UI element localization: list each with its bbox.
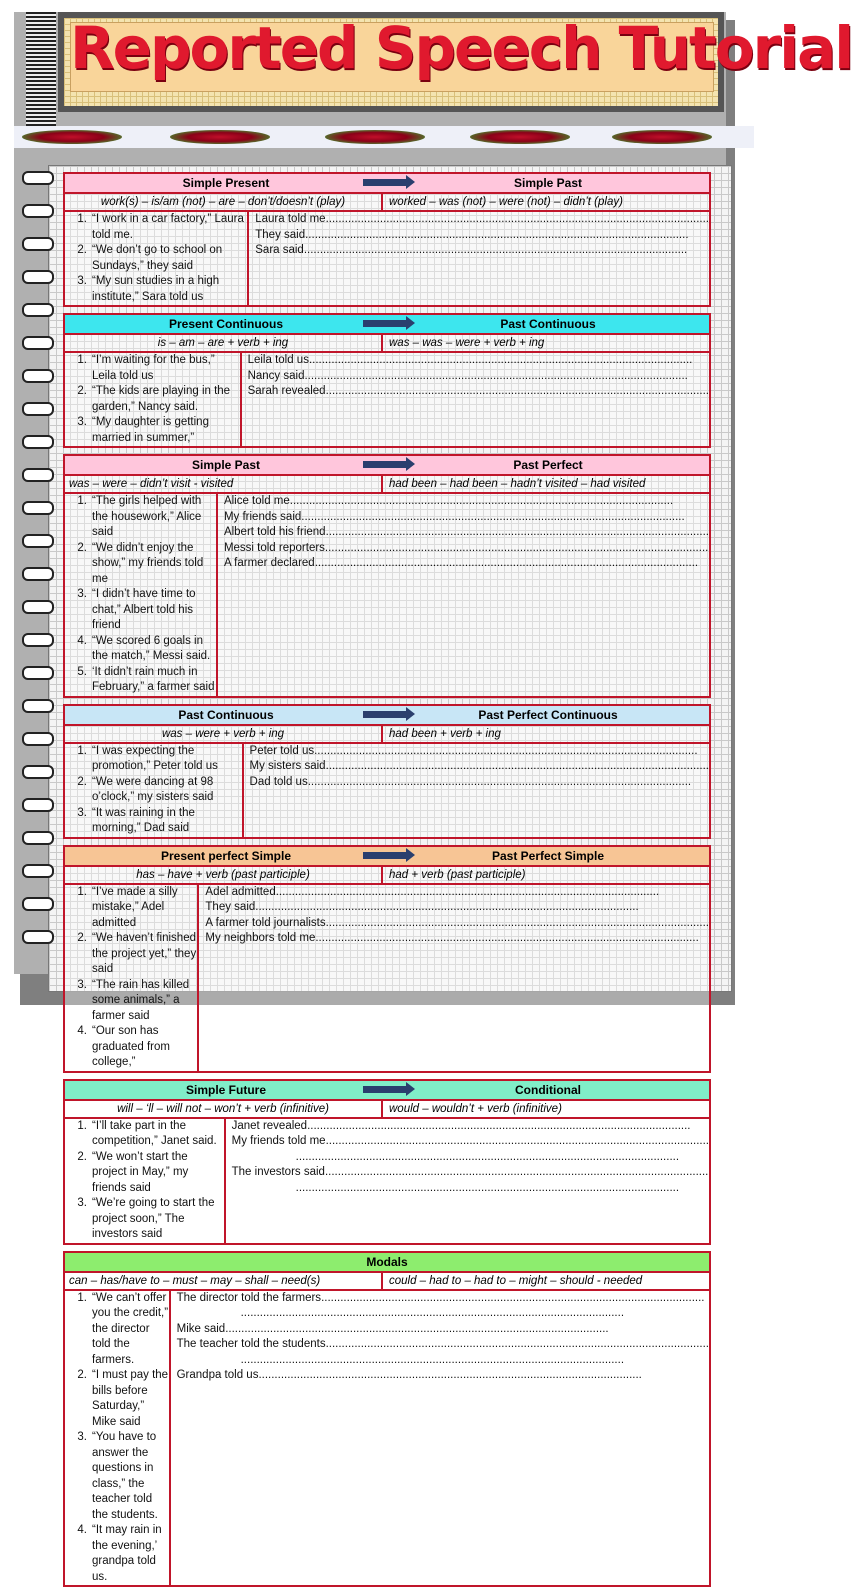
fill-in-dots: ........................................................................................................................ [325,385,709,397]
direct-speech-item [65,353,240,384]
reported-speech-column [218,494,709,696]
direct-speech-item [65,494,216,541]
formula-direct: will – ‘ll – will not – won’t + verb (infinitive) [65,1101,383,1117]
section-rows [65,1119,709,1243]
spiral-coil-top [26,12,56,132]
reported-speech-line[interactable]: Leila told us........................................................................................................................ [247,354,693,366]
ring-icon [22,633,54,647]
reported-speech-line[interactable]: Sara said........................................................................................................................ [255,244,688,256]
ring-icon [22,798,54,812]
reported-speech-column [171,1291,709,1586]
direct-speech-item [65,806,242,837]
formula-reported: could – had to – had to – might – should - needed [389,1274,643,1287]
formula-direct: is – am – are + verb + ing [65,335,383,351]
item-number: 3. [77,416,87,428]
ring-icon [22,501,54,515]
rose-icon [170,130,270,144]
direct-speech-column [65,1119,226,1243]
section-header [65,174,709,194]
direct-speech-item [65,1291,169,1369]
ring-icon [22,468,54,482]
ring-icon [22,765,54,779]
section-header [65,1253,709,1273]
item-number: 4. [77,634,87,647]
ring-icon [22,732,54,746]
item-text: “I must pay the bills before Saturday,” Mike said [92,1369,169,1428]
fill-in-dots: ........................................................................................................................ [240,1307,625,1319]
reported-speech-line[interactable]: They said........................................................................................................................ [205,901,639,913]
fill-in-dots: ........................................................................................................................ [307,1119,691,1132]
formula-direct: work(s) – is/am (not) – are – don’t/doesn’t (play) [65,194,383,210]
ring-icon [22,864,54,878]
section-title-left: Simple Future [185,1082,266,1097]
reported-speech-line[interactable]: My sisters said........................................................................................................................ [249,760,709,772]
ring-icon [22,402,54,416]
item-text: “We haven’t finished the project yet,” they said [92,932,197,975]
item-number: 2. [77,1369,87,1381]
item-text: “You have to answer the questions in class,” the teacher told the students. [92,1431,158,1521]
direct-speech-item [65,1150,224,1197]
section-title-left: Present Continuous [168,317,283,331]
ring-icon [22,369,54,383]
reported-speech-line[interactable] [171,1306,709,1322]
reported-speech-column [249,212,709,305]
ring-icon [22,930,54,944]
formula-reported: was – was – were + verb + ing [389,337,545,349]
item-number: 3. [77,275,87,287]
reported-speech-column [242,353,709,446]
section-title-left: Present perfect Simple [160,848,292,863]
ring-icon [22,237,54,251]
item-number: 5. [77,665,87,678]
direct-speech-item [65,1430,169,1523]
tense-section [63,454,711,698]
fill-in-dots: ........................................................................................................................ [325,1135,709,1147]
section-formula [65,476,709,494]
ring-icon [22,699,54,713]
item-text: “I was expecting the promotion,” Peter told us [92,744,218,772]
fill-in-dots: ........................................................................................................................ [315,932,699,944]
rose-icon [22,130,122,144]
item-number: 1. [77,1291,87,1304]
fill-in-dots: ........................................................................................................................ [308,354,693,366]
section-title-right: Past Perfect Simple [491,848,605,863]
direct-speech-item [65,634,216,665]
page-title: Reported Speech Tutorial [70,14,852,82]
section-formula [65,194,709,212]
ring-icon [22,534,54,548]
item-number: 3. [77,588,87,600]
direct-speech-item [65,744,242,775]
section-formula [65,1273,709,1291]
direct-speech-item [65,1196,224,1243]
reported-speech-line[interactable]: Adel admitted........................................................................................................................ [205,885,660,898]
direct-speech-item [65,384,240,415]
ring-icon [22,303,54,317]
direct-speech-item [65,665,216,696]
tense-section [63,1079,711,1245]
item-number: 4. [77,1524,87,1536]
fill-in-dots: ........................................................................................................................ [275,885,660,898]
rose-icon [612,130,712,144]
section-rows [65,885,709,1071]
reported-speech-column [226,1119,709,1243]
spiral-rings [22,165,52,975]
direct-speech-item [65,775,242,806]
formula-direct: has – have + verb (past participle) [65,867,383,883]
fill-in-dots: ........................................................................................................................ [321,1291,705,1304]
item-text: “The rain has killed some animals,” a farmer said [92,978,190,1022]
item-text: “I didn’t have time to chat,” Albert told his friend [92,588,196,631]
section-formula [65,335,709,353]
rose-icon [325,130,425,144]
arrow-right-icon [363,852,407,859]
fill-in-dots: ........................................................................................................................ [255,901,639,913]
direct-speech-item [65,1119,224,1150]
reported-speech-line[interactable]: Albert told his friend........................................................................................................................ [223,526,709,538]
section-title-right: Past Continuous [500,317,596,331]
direct-speech-item [65,274,247,305]
section-title-right: Simple Past [513,176,583,190]
fill-in-dots: ........................................................................................................................ [325,916,709,929]
reported-speech-line[interactable]: Nancy said........................................................................................................................ [247,369,688,382]
tense-section [63,313,711,448]
section-title-right: Past Perfect [513,458,583,472]
arrow-right-icon [363,461,407,468]
fill-in-dots: ........................................................................................................................ [240,1353,625,1366]
arrow-right-icon [363,1086,407,1093]
direct-speech-column [65,494,218,696]
arrow-right-icon [363,711,407,718]
fill-in-dots: ........................................................................................................................ [325,213,709,225]
direct-speech-column [65,212,249,305]
item-number: 2. [77,244,87,256]
reported-speech-column [244,744,709,837]
fill-in-dots: ........................................................................................................................ [303,244,688,256]
item-number: 1. [77,1119,87,1132]
reported-speech-line[interactable]: My friends said........................................................................................................................ [223,510,685,523]
item-number: 1. [77,744,87,757]
section-rows [65,494,709,696]
direct-speech-column [65,353,242,446]
ring-icon [22,435,54,449]
section-title-left: Simple Past [191,458,261,472]
reported-speech-line[interactable]: Grandpa told us........................................................................................................................ [176,1369,642,1381]
direct-speech-column [65,1291,171,1586]
section-rows [65,353,709,446]
rose-icon [470,130,570,144]
direct-speech-item [65,1024,197,1071]
ring-icon [22,831,54,845]
arrow-right-icon [363,320,407,327]
direct-speech-item [65,415,240,446]
tense-section [63,172,711,307]
item-text: “My sun studies in a high institute,” Sara told us [92,275,220,303]
formula-reported: had been + verb + ing [389,727,501,740]
direct-speech-item [65,1368,169,1430]
fill-in-dots: ........................................................................................................................ [258,1369,642,1381]
item-number: 3. [77,1431,87,1443]
ring-icon [22,567,54,581]
fill-in-dots: ........................................................................................................................ [307,775,692,788]
arrow-right-icon [363,179,407,186]
fill-in-dots: ........................................................................................................................ [305,228,689,241]
item-number: 3. [77,806,87,819]
fill-in-dots: ........................................................................................................................ [314,557,699,569]
fill-in-dots: ........................................................................................................................ [225,1322,609,1335]
fill-in-dots: ........................................................................................................................ [324,541,709,554]
ring-icon [22,897,54,911]
reported-speech-line[interactable]: My friends told me........................................................................................................................ [231,1135,709,1147]
direct-speech-item [65,931,197,978]
direct-speech-item [65,587,216,634]
fill-in-dots: ........................................................................................................................ [314,744,698,757]
section-header [65,706,709,726]
tense-section [63,1251,711,1588]
section-header [65,847,709,867]
item-text: “The kids are playing in the garden,” Nancy said. [92,385,231,413]
fill-in-dots: ........................................................................................................................ [289,495,674,507]
reported-speech-line[interactable]: A farmer declared........................................................................................................................ [223,557,699,569]
section-formula [65,867,709,885]
item-text: “We won’t start the project in May,” my friends said [92,1150,189,1194]
tense-section [63,704,711,839]
fill-in-dots: ........................................................................................................................ [325,526,709,538]
item-text: “We’re going to start the project soon,” The investors said [92,1197,215,1240]
reported-speech-line[interactable]: Alice told me........................................................................................................................ [223,495,674,507]
item-text: “We can’t offer you the credit,” the director told the farmers. [92,1291,169,1366]
ring-icon [22,600,54,614]
ring-icon [22,171,54,185]
reported-speech-line[interactable]: The investors said........................................................................................................................ [231,1166,709,1178]
direct-speech-column [65,885,199,1071]
item-number: 2. [77,1150,87,1163]
formula-direct: was – were – didn’t visit - visited [65,476,383,492]
reported-speech-line[interactable] [226,1150,709,1166]
direct-speech-column [65,744,244,837]
item-text: “I’ve made a silly mistake,” Adel admitted [92,885,178,929]
fill-in-dots: ........................................................................................................................ [295,1181,680,1194]
reported-speech-line[interactable] [226,1181,709,1197]
fill-in-dots: ........................................................................................................................ [304,369,688,382]
section-header [65,456,709,476]
item-number: 4. [77,1025,87,1037]
direct-speech-item [65,978,197,1025]
direct-speech-item [65,212,247,243]
item-number: 2. [77,775,87,788]
fill-in-dots: ........................................................................................................................ [301,510,685,523]
reported-speech-column [199,885,709,1071]
item-text: “The girls helped with the housework,” Alice said [92,495,202,538]
item-text: “Our son has graduated from college,” [92,1025,170,1068]
section-title-left: Simple Present [182,176,270,190]
formula-direct: can – has/have to – must – may – shall – need(s) [65,1273,383,1289]
item-text: “It may rain in the evening,’ grandpa told us. [92,1524,162,1583]
section-formula [65,726,709,744]
reported-speech-line[interactable]: My neighbors told me........................................................................................................................ [205,932,699,944]
reported-speech-line[interactable]: The director told the farmers........................................................................................................................ [176,1291,705,1304]
fill-in-dots: ........................................................................................................................ [295,1150,680,1163]
item-number: 3. [77,1197,87,1209]
ring-icon [22,204,54,218]
tense-section [63,845,711,1073]
item-number: 2. [77,932,87,944]
formula-reported: would – wouldn’t + verb (infinitive) [389,1102,562,1115]
section-rows [65,212,709,305]
item-number: 1. [77,885,87,898]
reported-speech-line[interactable]: A farmer told journalists........................................................................................................................ [205,916,709,929]
formula-direct: was – were + verb + ing [65,726,383,742]
reported-speech-line[interactable]: Sarah revealed........................................................................................................................ [247,385,709,397]
reported-speech-line[interactable] [171,1353,709,1369]
item-number: 2. [77,541,87,554]
item-text: “My daughter is getting married in summer,” [92,416,209,444]
ring-icon [22,270,54,284]
formula-reported: worked – was (not) – were (not) – didn’t (play) [389,196,623,208]
section-header [65,315,709,335]
item-number: 1. [77,354,87,366]
reported-speech-line[interactable]: Janet revealed........................................................................................................................ [231,1119,691,1132]
direct-speech-item [65,243,247,274]
reported-speech-line[interactable]: Messi told reporters........................................................................................................................ [223,541,709,554]
fill-in-dots: ........................................................................................................................ [324,1166,709,1178]
item-text: “We were dancing at 98 o’clock,” my sisters said [92,775,214,803]
section-title-left: Past Continuous [178,707,274,722]
item-text: ‘It didn’t rain much in February,” a farmer said [92,665,215,693]
item-text: “I work in a car factory,” Laura told me. [92,213,244,241]
item-text: “I’ll take part in the competition,” Janet said. [92,1119,217,1147]
reported-speech-line[interactable]: Peter told us........................................................................................................................ [249,744,698,757]
ring-icon [22,666,54,680]
reported-speech-line[interactable]: Laura told me........................................................................................................................ [255,213,709,225]
fill-in-dots: ........................................................................................................................ [325,760,709,772]
item-text: “We scored 6 goals in the match,” Messi said. [92,634,211,662]
formula-reported: had + verb (past participle) [389,868,526,881]
section-header [65,1081,709,1101]
tense-tables [63,172,711,1593]
reported-speech-line[interactable]: The teacher told the students........................................................................................................................ [176,1338,709,1350]
item-text: “I’m waiting for the bus,” Leila told us [92,354,215,382]
section-title-right: Conditional [515,1082,581,1097]
item-number: 1. [77,495,87,507]
item-text: “We don’t go to school on Sundays,” they said [92,244,223,272]
item-number: 1. [77,213,87,225]
ring-icon [22,336,54,350]
fill-in-dots: ........................................................................................................................ [325,1338,709,1350]
direct-speech-item [65,885,197,932]
section-formula [65,1101,709,1119]
item-text: “We didn’t enjoy the show,” my friends told me [92,541,204,585]
item-text: “It was raining in the morning,” Dad said [92,806,195,834]
section-rows [65,1291,709,1586]
direct-speech-item [65,1523,169,1585]
direct-speech-item [65,541,216,588]
formula-reported: had been – had been – hadn’t visited – had visited [389,478,646,490]
section-title: Modals [366,1254,408,1269]
reported-speech-line[interactable]: They said........................................................................................................................ [255,228,689,241]
section-title-right: Past Perfect Continuous [478,707,618,722]
item-number: 2. [77,385,87,397]
section-rows [65,744,709,837]
reported-speech-line[interactable]: Mike said........................................................................................................................ [176,1322,609,1335]
reported-speech-line[interactable]: Dad told us........................................................................................................................ [249,775,692,788]
item-number: 3. [77,978,87,991]
